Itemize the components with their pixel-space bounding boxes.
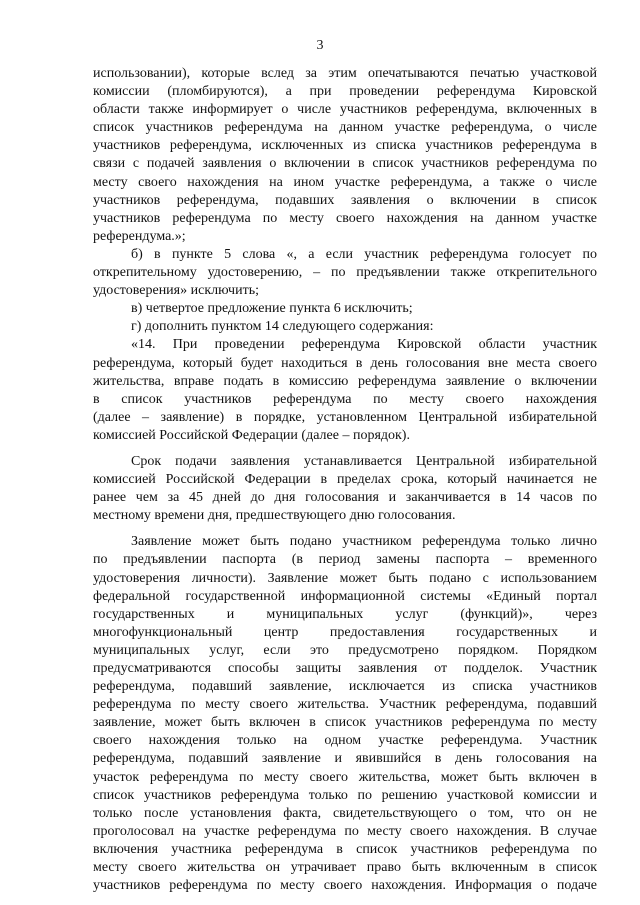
text-line: федеральной государственной информационной системы «Единый портал [93, 588, 597, 604]
text-line: использовании), которые вслед за этим опечатываются печатью участковой [93, 66, 597, 81]
text-line: в список участников референдума по месту своего нахождения [93, 391, 597, 407]
text-line: участников референдума, исключенных из списка участников референдума в [93, 138, 597, 154]
paragraph [93, 336, 597, 445]
text-line: удостоверения личности). Заявление может быть подано с использованием [93, 570, 597, 586]
text-line: комиссией Российской Федерации (далее – порядок). [93, 427, 410, 443]
text-line: ранее чем за 45 дней до дня голосования и заканчивается в 14 часов по [93, 490, 597, 506]
text-line: комиссии (пломбируются), а при проведении референдума Кировской [93, 84, 597, 100]
text-line: открепительному удостоверению, – по предъявлении также открепительного [93, 265, 597, 281]
text-line: референдума.»; [93, 228, 186, 244]
text-line: предусматриваются способы защиты заявления от подделок. Участник [93, 661, 597, 676]
text-line: референдума, подавший заявление и явившийся в день голосования на [93, 751, 597, 767]
text-line: многофункциональный центр предоставления государственных и [93, 624, 597, 640]
text-line: по предъявлении паспорта (в период замены паспорта – временного [93, 552, 597, 568]
text-line: референдума, который будет находиться в день голосования вне места своего [93, 355, 597, 371]
paragraph [93, 65, 597, 246]
paragraph [93, 318, 597, 336]
text-line: (далее – заявление) в порядке, установленном Центральной избирательной [93, 409, 597, 425]
text-line: местному времени дня, предшествующего дню голосования. [93, 508, 456, 524]
text-line: референдума по месту своего жительства. Участник референдума, подавший [93, 697, 597, 713]
text-line: референдума, подавший заявление, исключается из списка участников [93, 679, 597, 695]
text-line: муниципальных услуг, если это предусмотрено порядком. Порядком [93, 642, 597, 658]
text-line: список участников референдума на данном участке референдума, о числе [93, 120, 597, 136]
text-line: список участников референдума только по решению участковой комиссии и [93, 787, 597, 803]
text-line: своего нахождения только на одном участке референдума. Участник [93, 733, 597, 749]
text-line: «14. При проведении референдума Кировской области участник [131, 337, 597, 353]
text-line: комиссией Российской Федерации в пределах срока, который начинается не [93, 472, 597, 488]
text-line: области также информирует о числе участников референдума, включенных в [93, 102, 597, 118]
text-line: участок референдума по месту своего жительства, может быть включен в [93, 769, 597, 785]
text-line: жительства, вправе подать в комиссию референдума заявление о включении [93, 373, 597, 389]
text-line: проголосовал на участке референдума по месту своего нахождения. В случае [93, 823, 597, 839]
text-line: участников референдума по месту своего нахождения. Информация о подаче [93, 878, 597, 894]
document-body [93, 65, 597, 895]
text-line: Срок подачи заявления устанавливается Центральной избирательной [131, 453, 597, 469]
text-line: б) в пункте 5 слова «, а если участник референдума голосует по [131, 246, 597, 262]
text-line: в) четвертое предложение пункта 6 исключить; [131, 301, 413, 317]
text-line: участников референдума, подавших заявления о включении в список [93, 192, 597, 208]
text-line: заявление, может быть включен в список участников референдума по месту [93, 715, 597, 731]
text-line: Заявление может быть подано участником референдума только лично [131, 534, 597, 550]
text-line: участников референдума по месту своего нахождения на данном участке [93, 210, 597, 226]
paragraph [93, 453, 597, 525]
paragraph [93, 246, 597, 300]
text-line: г) дополнить пунктом 14 следующего содержания: [131, 319, 434, 335]
text-line: включения участника референдума в список участников референдума по [93, 841, 597, 857]
text-line: месту своего нахождения на ином участке референдума, а также о числе [93, 174, 597, 190]
paragraph [93, 300, 597, 318]
page-number: 3 [316, 38, 324, 53]
text-line: связи с подачей заявления о включении в список участников референдума по [93, 156, 597, 172]
paragraph-gap [93, 525, 597, 533]
text-line: только после установления факта, свидетельствующего о том, что он не [93, 805, 597, 821]
paragraph [93, 533, 597, 895]
text-line: государственных и муниципальных услуг (функций)», через [93, 606, 597, 622]
paragraph-gap [93, 445, 597, 453]
text-line: удостоверения» исключить; [93, 283, 259, 299]
text-line: месту своего жительства он утрачивает право быть включенным в список [93, 860, 597, 876]
